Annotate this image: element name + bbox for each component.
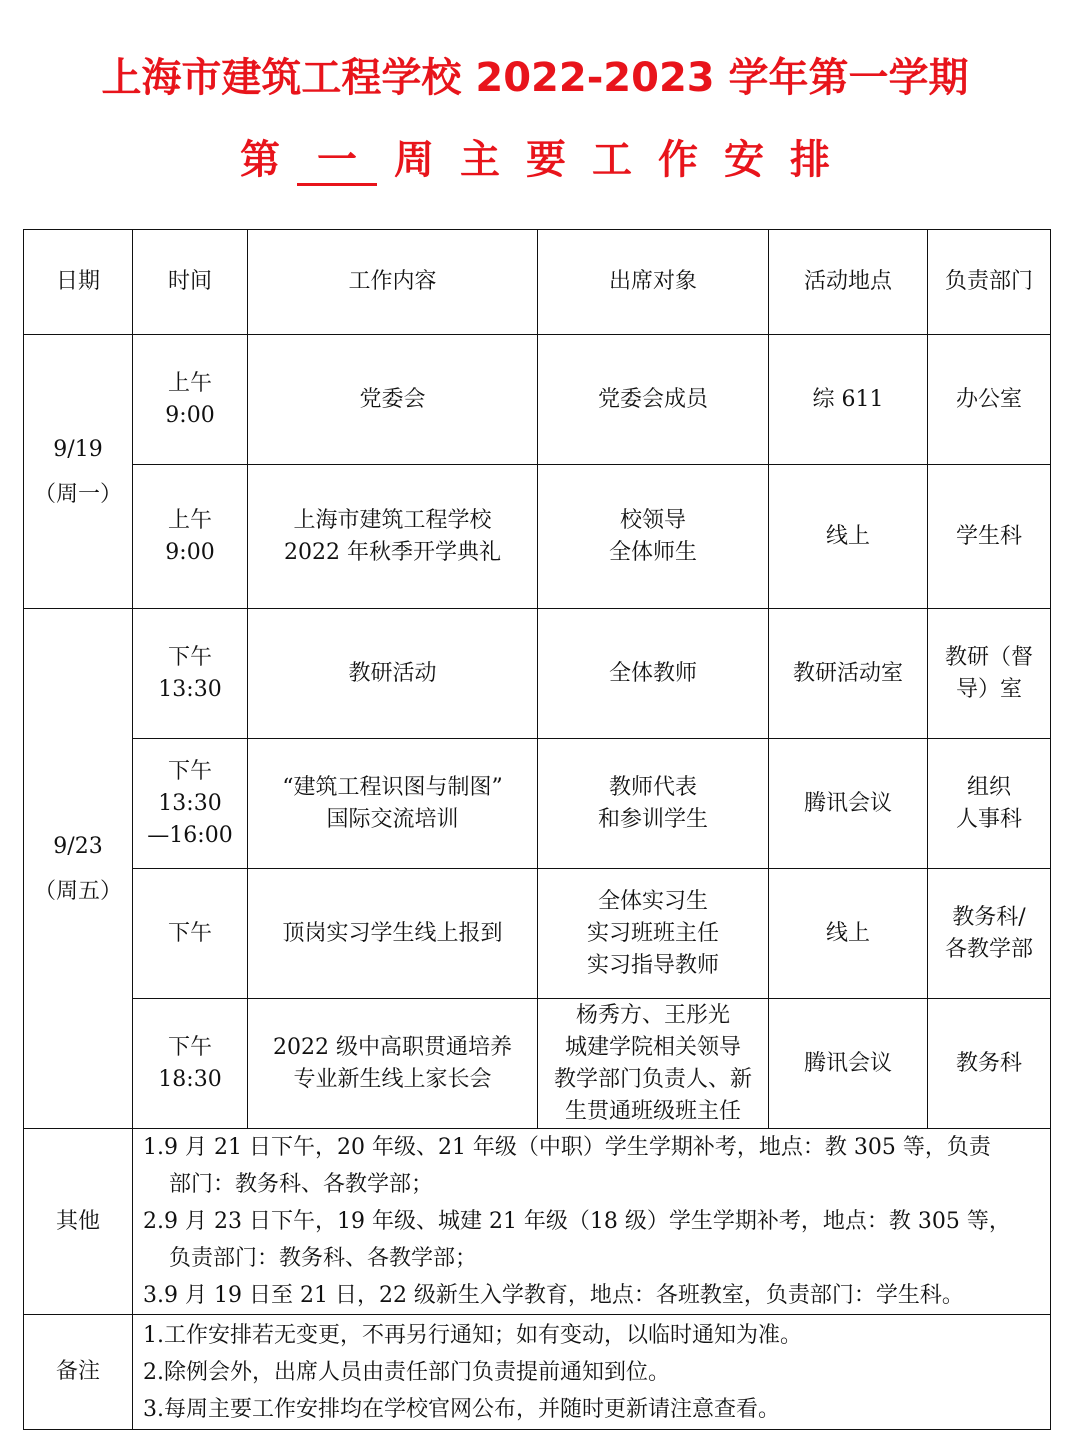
time-line: 13:30 [158, 676, 222, 702]
time-line: 上午 [167, 370, 212, 396]
location-cell [769, 739, 928, 869]
time-line: 下午 [167, 644, 212, 670]
content-line: 专业新生线上家长会 [293, 1066, 492, 1092]
location-line: 腾讯会议 [803, 790, 892, 816]
attendees-line: 全体师生 [608, 539, 697, 565]
other-line: 1.9 月 21 日下午，20 年级、21 年级（中职）学生学期补考，地点：教 305 等，负责 [143, 1135, 991, 1160]
dept-line: 组织 [966, 774, 1011, 800]
content-cell [248, 609, 538, 739]
location-line: 线上 [825, 523, 870, 549]
date-cell [24, 335, 133, 609]
time-cell [133, 335, 248, 465]
schedule-row [24, 739, 1051, 869]
remarks-notes [133, 1315, 1051, 1430]
time-line: 上午 [167, 507, 212, 533]
content-cell [248, 999, 538, 1129]
attendees-line: 党委会成员 [597, 386, 708, 412]
location-cell [769, 999, 928, 1129]
attendees-line: 教学部门负责人、新 [553, 1066, 752, 1092]
header-dept: 负责部门 [928, 230, 1051, 335]
content-cell [248, 335, 538, 465]
attendees-line: 和参训学生 [597, 806, 708, 832]
remarks-row [24, 1315, 1051, 1430]
time-line: 下午 [167, 758, 212, 784]
other-label: 其他 [24, 1129, 133, 1315]
dept-line: 教研（督 [944, 644, 1033, 670]
attendees-cell [538, 609, 769, 739]
other-line: 部门：教务科、各教学部； [169, 1172, 434, 1197]
header-date: 日期 [24, 230, 133, 335]
content-line: 2022 年秋季开学典礼 [284, 539, 501, 565]
other-line: 2.9 月 23 日下午，19 年级、城建 21 年级（18 级）学生学期补考，地点：教 305 等， [143, 1209, 1011, 1234]
attendees-line: 校领导 [619, 507, 686, 533]
week-number: 一 [297, 137, 377, 186]
time-line: 18:30 [158, 1066, 222, 1092]
location-cell [769, 335, 928, 465]
weekday-value: （周五） [33, 878, 122, 904]
attendees-cell [538, 739, 769, 869]
time-line: 9:00 [165, 539, 215, 565]
attendees-line: 城建学院相关领导 [564, 1034, 741, 1060]
subtitle-char: 排 [790, 137, 830, 183]
time-line: 下午 [167, 1034, 212, 1060]
other-row [24, 1129, 1051, 1315]
dept-cell [928, 739, 1051, 869]
time-line: 9:00 [165, 402, 215, 428]
attendees-line: 全体实习生 [597, 888, 708, 914]
content-line: 2022 级中高职贯通培养 [273, 1034, 512, 1060]
date-value: 9/19 [53, 436, 103, 462]
header-attendees: 出席对象 [538, 230, 769, 335]
dept-line: 各教学部 [944, 936, 1033, 962]
time-line: 13:30 [158, 790, 222, 816]
time-cell [133, 465, 248, 609]
content-cell [248, 869, 538, 999]
content-cell [248, 465, 538, 609]
dept-cell [928, 465, 1051, 609]
content-line: 国际交流培训 [326, 806, 459, 832]
subtitle-char: 安 [724, 137, 764, 183]
time-line: 下午 [167, 920, 212, 946]
location-line: 线上 [825, 920, 870, 946]
remarks-line: 3.每周主要工作安排均在学校官网公布，并随时更新请注意查看。 [143, 1396, 780, 1422]
attendees-line: 全体教师 [608, 660, 697, 686]
schedule-row [24, 869, 1051, 999]
dept-cell [928, 869, 1051, 999]
header-row [24, 230, 1051, 335]
attendees-cell [538, 335, 769, 465]
remarks-line: 2.除例会外，出席人员由责任部门负责提前通知到位。 [143, 1359, 670, 1385]
time-cell [133, 609, 248, 739]
schedule-row [24, 609, 1051, 739]
location-line: 综 611 [812, 386, 884, 412]
location-cell [769, 609, 928, 739]
attendees-line: 杨秀方、王彤光 [575, 1002, 730, 1028]
location-cell [769, 465, 928, 609]
content-cell [248, 739, 538, 869]
dept-cell [928, 609, 1051, 739]
location-cell [769, 869, 928, 999]
header-location: 活动地点 [769, 230, 928, 335]
attendees-line: 教师代表 [608, 774, 697, 800]
time-cell [133, 999, 248, 1129]
weekday-value: （周一） [33, 481, 122, 507]
schedule-row [24, 999, 1051, 1129]
remarks-line: 1.工作安排若无变更，不再另行通知；如有变动，以临时通知为准。 [143, 1322, 802, 1348]
time-cell [133, 869, 248, 999]
dept-line: 人事科 [955, 806, 1022, 832]
dept-cell [928, 999, 1051, 1129]
subtitle-char: 作 [658, 137, 698, 183]
other-notes [133, 1129, 1051, 1315]
time-line: —16:00 [147, 822, 233, 848]
subtitle-char: 要 [526, 137, 566, 183]
schedule-row [24, 465, 1051, 609]
dept-line: 教务科/ [952, 904, 1026, 930]
subtitle-char: 主 [460, 137, 500, 183]
date-value: 9/23 [53, 833, 103, 859]
schedule-table [23, 229, 1051, 1430]
header-time: 时间 [133, 230, 248, 335]
dept-line: 学生科 [955, 523, 1022, 549]
subtitle-char: 周 [394, 137, 434, 183]
date-cell [24, 609, 133, 1129]
content-line: 上海市建筑工程学校 [293, 507, 492, 533]
dept-line: 教务科 [955, 1050, 1022, 1076]
page-subtitle [0, 132, 1070, 188]
dept-line: 导）室 [955, 676, 1022, 702]
header-content: 工作内容 [248, 230, 538, 335]
content-line: 顶岗实习学生线上报到 [282, 920, 503, 946]
location-line: 腾讯会议 [803, 1050, 892, 1076]
location-line: 教研活动室 [792, 660, 903, 686]
time-cell [133, 739, 248, 869]
other-line: 负责部门：教务科、各教学部； [169, 1246, 478, 1271]
content-line: 党委会 [359, 386, 426, 412]
attendees-line: 生贯通班级班主任 [564, 1098, 741, 1124]
schedule-row [24, 335, 1051, 465]
dept-line: 办公室 [955, 386, 1022, 412]
other-line: 3.9 月 19 日至 21 日，22 级新生入学教育，地点：各班教室，负责部门：学生科。 [143, 1283, 964, 1308]
attendees-cell [538, 999, 769, 1129]
attendees-line: 实习班班主任 [586, 920, 719, 946]
dept-cell [928, 335, 1051, 465]
subtitle-char: 工 [592, 137, 632, 183]
subtitle-prefix: 第 [240, 137, 280, 183]
attendees-cell [538, 465, 769, 609]
page-title: 上海市建筑工程学校 2022-2023 学年第一学期 [101, 55, 969, 101]
content-line: “建筑工程识图与制图” [282, 774, 503, 800]
attendees-line: 实习指导教师 [586, 952, 719, 978]
content-line: 教研活动 [348, 660, 437, 686]
attendees-cell [538, 869, 769, 999]
remarks-label: 备注 [24, 1315, 133, 1430]
